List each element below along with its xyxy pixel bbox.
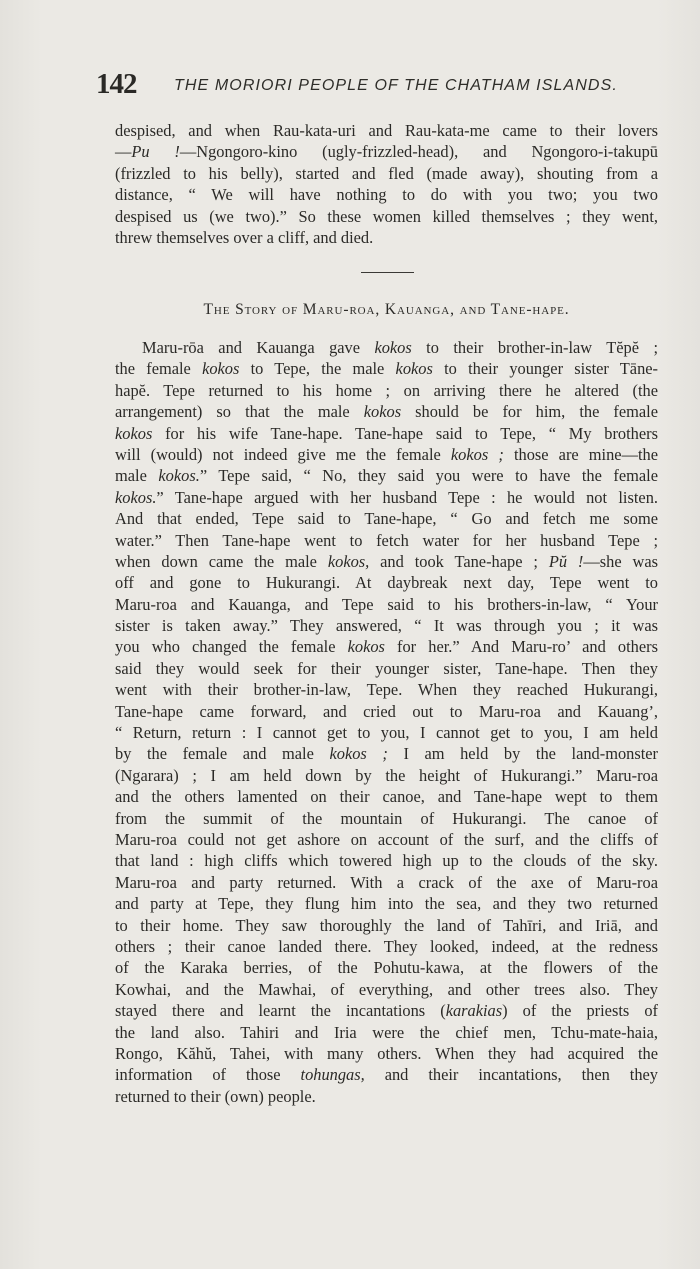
italic-term: Pŭ ! [548, 551, 584, 571]
text-run: “ Return, return : I cannot get to you, I cannot get to you, I am held [115, 723, 658, 743]
paragraph-continued [115, 120, 658, 248]
text-line [115, 636, 658, 657]
italic-term: kokos ; [329, 744, 388, 764]
text-run: —she was [583, 551, 658, 571]
text-run: ” Tepe said, “ No, they said you were to have the female [199, 466, 658, 486]
text-run: (frizzled to his belly), started and fled (made away), shouting from a [115, 163, 658, 183]
text-run: and their incantations, then they [364, 1065, 658, 1085]
text-line [115, 808, 658, 829]
text-line [115, 915, 658, 936]
text-line [115, 594, 658, 615]
text-line [115, 1000, 658, 1021]
text-line [115, 701, 658, 722]
text-run: the land also. Tahiri and Iria were the chief men, Tchu-mate-haia, [115, 1022, 658, 1042]
text-line [115, 1064, 658, 1085]
text-line [115, 163, 658, 184]
text-run: others ; their canoe landed there. They looked, indeed, at the redness [115, 936, 658, 956]
text-run: the female [115, 359, 203, 379]
text-run: returned to their (own) people. [115, 1086, 316, 1106]
text-run: those are mine—the [503, 444, 658, 464]
text-run: Maru-roa and party returned. With a crack of the axe of Maru-roa [115, 872, 658, 892]
text-line [115, 572, 658, 593]
italic-term: kokos [363, 402, 402, 422]
text-run: to Tepe, the male [239, 359, 396, 379]
italic-term: kokos. [158, 466, 200, 486]
text-line [115, 227, 658, 248]
text-line [115, 829, 658, 850]
text-run: — [115, 142, 132, 162]
text-run: by the female and male [115, 744, 330, 764]
italic-term: kokos ; [450, 444, 504, 464]
text-line [115, 508, 658, 529]
italic-term: Pu ! [131, 142, 180, 162]
text-run: Tane-hape came forward, and cried out to Maru-roa and Kauang’, [115, 701, 658, 721]
text-run: hapĕ. Tepe returned to his home ; on arriving there he altered (the [115, 380, 658, 400]
text-line [115, 722, 658, 743]
italic-term: tohungas, [300, 1065, 365, 1085]
text-run: male [115, 466, 159, 486]
text-run: of the Karaka berries, of the Pohutu-kawa, at the flowers of the [115, 958, 658, 978]
text-run: water.” Then Tane-hape went to fetch water for her husband Tepe ; [115, 530, 658, 550]
text-line [115, 872, 658, 893]
italic-term: kokos [374, 338, 412, 357]
text-run: said they would seek for their younger sister, Tane-hape. Then they [115, 658, 658, 678]
text-line [115, 206, 658, 227]
text-line [115, 1043, 658, 1064]
text-run: arrangement) so that the male [115, 402, 364, 422]
text-run: threw themselves over a cliff, and died. [115, 227, 374, 247]
text-line [115, 184, 658, 205]
text-run: to their home. They saw thoroughly the land of Tahīri, and Iriā, and [115, 915, 658, 935]
text-line [115, 337, 658, 358]
text-line [115, 444, 658, 465]
text-line [115, 465, 658, 486]
text-run: despised us (we two).” So these women killed themselves ; they went, [115, 206, 658, 226]
text-run: when down came the male [115, 551, 328, 571]
text-run: Maru-roa and Kauanga, and Tepe said to his brothers-in-law, “ Your [115, 594, 658, 614]
text-run: and party at Tepe, they flung him into the sea, and they two returned [115, 894, 658, 914]
text-run: went with their brother-in-law, Tepe. When they reached Hukurangi, [115, 680, 658, 700]
text-run: And that ended, Tepe said to Tane-hape, “ Go and fetch me some [115, 509, 658, 529]
text-line [115, 401, 658, 422]
text-run: despised, and when Rau-kata-uri and Rau-kata-me came to their lovers [115, 121, 658, 140]
text-line [115, 850, 658, 871]
text-run: should be for him, the female [401, 402, 658, 422]
text-run: I am held by the land-monster [387, 744, 659, 764]
running-head: THE MORIORI PEOPLE OF THE CHATHAM ISLANDS. [174, 77, 618, 94]
section-title: The Story of Maru-roa, Kauanga, and Tane-hape. [203, 301, 570, 318]
italic-term: kokos [202, 359, 240, 379]
text-line [115, 120, 658, 141]
section-divider [361, 272, 414, 273]
text-line [115, 893, 658, 914]
text-line [115, 765, 658, 786]
text-line [115, 487, 658, 508]
text-line [115, 1022, 658, 1043]
italic-term: kokos [115, 423, 153, 443]
text-run: Kowhai, and the Mawhai, of everything, and other trees also. They [115, 979, 658, 999]
italic-term: kokos, [327, 551, 370, 571]
page-header [96, 68, 616, 102]
italic-term: kokos [347, 637, 385, 657]
text-run: from the summit of the mountain of Hukurangi. The canoe of [115, 808, 658, 828]
text-run: and took Tane-hape ; [369, 551, 549, 571]
text-line [115, 380, 658, 401]
text-line [115, 530, 658, 551]
text-line [115, 615, 658, 636]
text-line [115, 551, 658, 572]
text-run: you who changed the female [115, 637, 348, 657]
text-line [115, 786, 658, 807]
text-line [115, 979, 658, 1000]
italic-term: kokos [395, 359, 433, 379]
text-run: (Ngarara) ; I am held down by the height of Hukurangi.” Maru-roa [115, 765, 658, 785]
text-run: sister is taken away.” They answered, “ It was through you ; it was [115, 616, 658, 636]
text-run: and the others lamented on their canoe, and Tane-hape wept to them [115, 787, 658, 807]
text-line [115, 141, 658, 162]
text-run: off and gone to Hukurangi. At daybreak next day, Tepe went to [115, 573, 658, 593]
text-run: Rongo, Kăhŭ, Tahei, with many others. When they had acquired the [115, 1043, 658, 1063]
italic-term: karakias [445, 1001, 503, 1021]
text-line [115, 957, 658, 978]
text-run: to their brother-in-law Tĕpĕ ; [411, 338, 659, 357]
text-run: Maru-rōa and Kauanga gave [142, 338, 375, 357]
text-run: information of those [115, 1065, 301, 1085]
text-run: for her.” And Maru-ro’ and others [384, 637, 658, 657]
text-run: that land : high cliffs which towered high up to the clouds of the sky. [115, 851, 658, 871]
story-paragraph [115, 337, 658, 1107]
text-run: ” Tane-hape argued with her husband Tepe : he would not listen. [156, 487, 658, 507]
text-line [115, 743, 658, 764]
italic-term: kokos. [115, 487, 157, 507]
text-line [115, 358, 658, 379]
text-line [115, 658, 658, 679]
text-run: to their younger sister Tāne- [432, 359, 658, 379]
text-run: Maru-roa could not get ashore on account of the surf, and the cliffs of [115, 829, 658, 849]
text-line [115, 1086, 658, 1107]
text-line [115, 679, 658, 700]
text-run: ) of the priests of [502, 1001, 658, 1021]
text-run: stayed there and learnt the incantations ( [115, 1001, 446, 1021]
text-line [115, 423, 658, 444]
text-run: for his wife Tane-hape. Tane-hape said to Tepe, “ My brothers [152, 423, 658, 443]
text-run: will (would) not indeed give me the female [115, 444, 451, 464]
text-line [115, 936, 658, 957]
text-run: —Ngongoro-kino (ugly-frizzled-head), and Ngongoro-i-takupū [179, 142, 658, 162]
text-run: distance, “ We will have nothing to do with you two; you two [115, 185, 658, 205]
page-number: 142 [96, 68, 137, 100]
